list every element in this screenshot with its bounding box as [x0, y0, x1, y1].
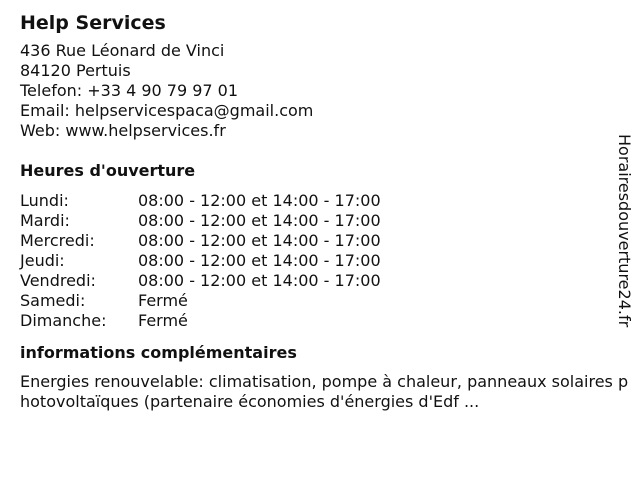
day-hours: Fermé — [138, 311, 188, 330]
hours-row-tuesday — [20, 211, 610, 231]
hours-row-thursday — [20, 251, 610, 271]
day-label: Mercredi: — [20, 231, 95, 250]
address-city: 84120 Pertuis — [20, 61, 131, 80]
day-hours: 08:00 - 12:00 et 14:00 - 17:00 — [138, 231, 381, 250]
hours-row-wednesday — [20, 231, 610, 251]
day-label: Samedi: — [20, 291, 86, 310]
info-description: Energies renouvelable: climatisation, pompe à chaleur, panneaux solaires photovoltaïques (partenaire économies d'énergies d'Edf ... — [20, 372, 629, 411]
address-street: 436 Rue Léonard de Vinci — [20, 41, 225, 60]
day-label: Dimanche: — [20, 311, 107, 330]
business-name: Help Services — [20, 12, 166, 34]
day-hours: 08:00 - 12:00 et 14:00 - 17:00 — [138, 191, 381, 210]
day-hours: Fermé — [138, 291, 188, 310]
hours-row-sunday — [20, 311, 610, 331]
email-text: Email: helpservicespaca@gmail.com — [20, 101, 314, 120]
day-hours: 08:00 - 12:00 et 14:00 - 17:00 — [138, 211, 381, 230]
web-text: Web: www.helpservices.fr — [20, 121, 226, 140]
day-hours: 08:00 - 12:00 et 14:00 - 17:00 — [138, 271, 381, 290]
day-label: Vendredi: — [20, 271, 96, 290]
hours-row-friday — [20, 271, 610, 291]
hours-heading: Heures d'ouverture — [20, 161, 196, 180]
brand-watermark-text: Horairesdouverture24.fr — [615, 134, 634, 328]
contact-block — [20, 41, 610, 141]
info-heading: informations complémentaires — [20, 343, 297, 362]
day-label: Mardi: — [20, 211, 70, 230]
hours-table — [20, 191, 610, 331]
day-hours: 08:00 - 12:00 et 14:00 - 17:00 — [138, 251, 381, 270]
phone-text: Telefon: +33 4 90 79 97 01 — [20, 81, 239, 100]
day-label: Lundi: — [20, 191, 69, 210]
day-label: Jeudi: — [20, 251, 65, 270]
hours-row-saturday — [20, 291, 610, 311]
hours-row-monday — [20, 191, 610, 211]
